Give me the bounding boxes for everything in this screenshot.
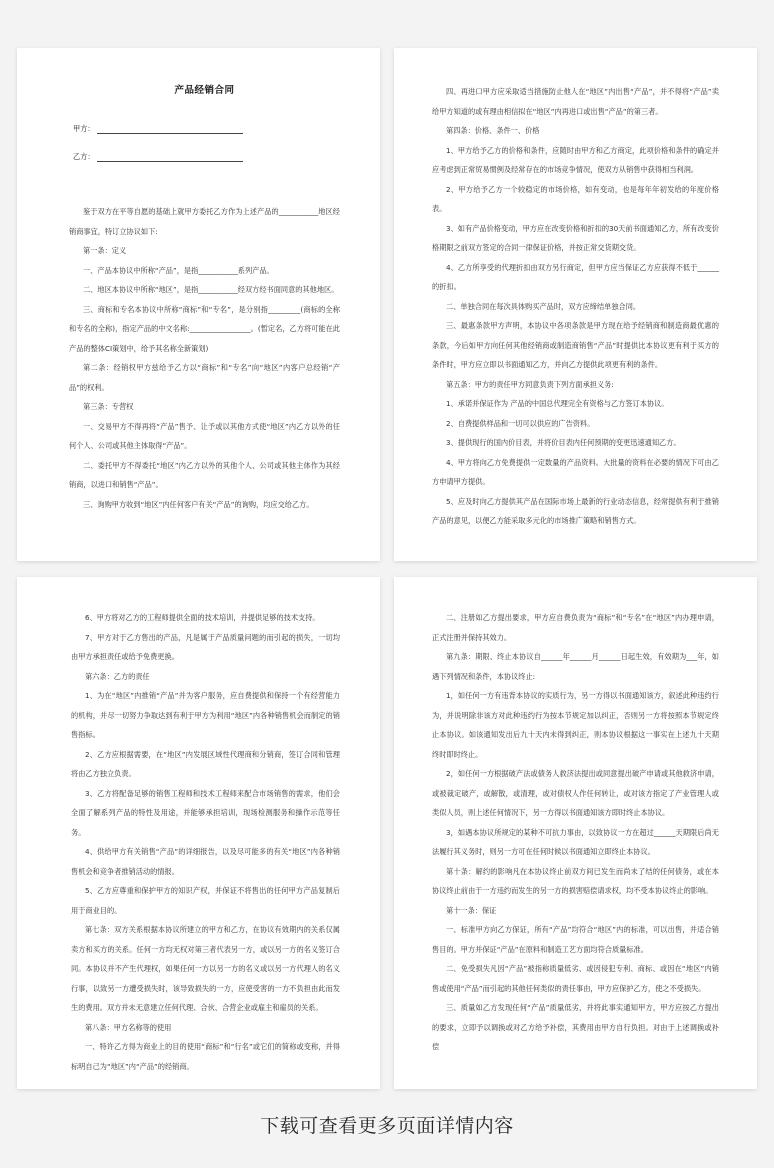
- contract-paragraph: 一、特许乙方得为商业上的目的使用“商标”和“行名”或它们的简称或变称，并得标明自己为“地区”内“产品”的经销商。: [71, 1042, 340, 1071]
- contract-paragraph: 1、为在“地区”内推销“产品”并为客户服务，应自费提供和保持一个有经营能力的机构，并尽一切努力争取达到有利于甲方为利用“地区”内各种销售机会而制定的销售指标。: [71, 691, 340, 739]
- contract-paragraph: 二、注册如乙方提出要求，甲方应自费负责为“商标”和“专名”在“地区”内办理申请，正式注册并保持其效力。: [432, 613, 719, 642]
- page-4-body: [432, 608, 719, 1057]
- contract-paragraph: 4、甲方将向乙方免费提供一定数量的产品资料。大批量的资料在必要的情况下可由乙方申请甲方提供。: [432, 457, 719, 486]
- page-2-body: [432, 82, 719, 531]
- contract-paragraph: 6、甲方将对乙方的工程师提供全面的技术培训，并提供足够的技术支持。: [85, 613, 320, 622]
- contract-paragraph: 4、乙方所享受的代理折扣由双方另行商定，但甲方应当保证乙方应获得不低于______的折扣。: [432, 262, 719, 291]
- contract-paragraph: 第一条：定义: [83, 246, 127, 255]
- contract-paragraph: 鉴于双方在平等自愿的基础上就甲方委托乙方作为上述产品的___________地区经销商事宜，特订立协议如下:: [69, 207, 340, 236]
- download-more-notice[interactable]: 下载可查看更多页面详情内容: [260, 1115, 514, 1137]
- party-a-label: 甲方：: [73, 124, 95, 133]
- contract-paragraph: 第九条：期限、终止本协议自______年______月______日起生效，有效期为___年，如遇下列情况和条件，本协议终止:: [432, 652, 719, 681]
- party-a-field: [73, 124, 340, 134]
- contract-paragraph: 3、乙方将配备足够的销售工程师和技术工程师来配合市场销售的需求，他们会全面了解系列产品的特性及用途，并能够承担培训，现场检测服务和操作示范等任务。: [71, 788, 340, 837]
- contract-paragraph: 第八条：甲方名称等的使用: [85, 1022, 172, 1032]
- contract-page-1: [17, 48, 380, 561]
- contract-paragraph: 第十一条：保证: [446, 905, 497, 915]
- contract-paragraph: 第五条：甲方的责任甲方同意负责下列方面承担义务:: [446, 379, 614, 389]
- contract-paragraph: 第十条：解约的影响凡在本协议终止前双方间已发生而尚未了结的任何债务，或在本协议终止前由于一方违约而发生的另一方的损害赔偿请求权，均不受本协议终止的影响。: [432, 866, 719, 895]
- contract-paragraph: 3、如有产品价格变动，甲方应在改变价格和折扣的30天前书面通知乙方，所有改变价格期限之前双方签定的合同一律保证价格，并按正常交货期交货。: [432, 223, 719, 252]
- contract-paragraph: 2、自费提供样品和一切可以供应的广告资料。: [446, 418, 595, 428]
- contract-paragraph: 二、免受损失凡因“产品”被指称质量低劣、或因侵犯专利、商标、或因在“地区”内销售或使用“产品”而引起的其他任何类似的责任事由，甲方应保护乙方，使之不受损失。: [432, 964, 719, 993]
- contract-paragraph: 二、单独合同在每次具体购买产品时，双方应缔结单独合同。: [446, 301, 641, 311]
- contract-paragraph: 二、地区本协议中所称“地区”，是指___________经双方经书面同意的其他地区。: [83, 285, 339, 294]
- party-a-line: [97, 125, 243, 134]
- contract-paragraph: 二、委托甲方不得委托“地区”内乙方以外的其他个人、公司或其他主体作为其经销商，以进口和销售“产品”。: [69, 460, 340, 489]
- contract-paragraph: 一、标准甲方向乙方保证，所有“产品”均符合“地区”内的标准，可以出售，并适合销售目的。甲方并保证“产品”在原料和制造工艺方面均符合质量标准。: [432, 925, 719, 954]
- contract-paragraph: 第二条：经销权甲方兹给予乙方以“商标”和“专名”向“地区”内客户总经销“产品”的权利。: [69, 363, 340, 392]
- contract-paragraph: 1，如任何一方有违背本协议的实质行为，另一方得以书面通知该方，叙述此种违约行为，并说明除非该方对此种违约行为按本节规定加以纠正，否则另一方将按照本节规定终止本协议。如该通知发出后九十天内未得到纠正，则本协议根据这一事实在上述九十天期终时即时终止。: [432, 691, 719, 759]
- contract-paragraph: 2，如任何一方根据破产法或债务人救济法提出或同意提出破产申请或其他救济申请，或被裁定破产，或解散，或清理，或对债权人作任何转让，或对该方指定了产业管理人或类似人员，则上述任何情况下，另一方得以书面通知该方即时终止本协议。: [432, 769, 719, 817]
- contract-paragraph: 第七条：双方关系根据本协议所建立的甲方和乙方，在协议有效期内的关系仅属卖方和买方的关系。任何一方均无权对第三者代表另一方，或以另一方的名义签订合同。本协议并不产生代理权，如果任何一方以另一方的名义或以另一方代理人的名义行事，以致另一方遭受损失时，该导致损失的一方，应使受害的一方不负担由此而发生的费用。双方并未无意建立任何代理、合伙、合营企业或雇主和雇员的关系。: [71, 925, 340, 1012]
- contract-page-2: [394, 48, 757, 561]
- contract-paragraph: 5、乙方应尊重和保护甲方的知识产权，并保证不将售出的任何甲方产品复制后用于商业目的。: [71, 886, 340, 915]
- contract-paragraph: 三、商标和专名本协议中所称“商标”和“专名”，是分别指_________(商标的全称和专名的全称)，指定产品的中文名称:_________________。(暂定名，乙方将可能在此产品的整体CI策划中，给予其名称全新策划): [69, 304, 340, 353]
- page-3-body: [71, 608, 340, 1076]
- contract-paragraph: 7、甲方对于乙方售出的产品，凡是属于产品质量问题的而引起的损失，一切均由甲方承担责任或给予免费更换。: [71, 632, 340, 661]
- contract-paragraph: 三、最惠条款甲方声明，本协议中各项条款是甲方现在给予经销商和制造商最优惠的条款，今后如甲方向任何其他经销商或制造商销售“产品”时提供比本协议更有利于买方的条件时，甲方应立即以书面通知乙方，并向乙方提供此项更有利的条件。: [432, 321, 719, 369]
- contract-paragraph: 四、再进口甲方应采取适当措施防止他人在“地区”内出售“产品”，并不得将“产品”卖给甲方知道的或有理由相信拟在“地区”内再进口或出售“产品”的第三者。: [432, 87, 719, 116]
- contract-page-3: [17, 577, 380, 1089]
- contract-title: 产品经销合同: [174, 85, 235, 96]
- contract-paragraph: 2、乙方应根据需要，在“地区”内发展区域性代理商和分销商，签订合同和管理将由乙方独立负责。: [71, 749, 340, 778]
- party-b-line: [97, 153, 243, 162]
- party-b-field: [73, 152, 340, 162]
- contract-paragraph: 3、提供现行的国内价目表，并将价目表内任何预期的变更迅速通知乙方。: [446, 438, 681, 447]
- contract-paragraph: 三、质量如乙方发现任何“产品”质量低劣，并将此事实通知甲方，甲方应按乙方提出的要求，立即予以调换或对乙方给予补偿，其费用由甲方自行负担。对由于上述调换或补偿: [432, 1003, 719, 1051]
- contract-paragraph: 4、供给甲方有关销售“产品”的详细报告，以及尽可能多的有关“地区”内各种销售机会和竞争者推销活动的情报。: [71, 847, 340, 876]
- contract-paragraph: 1、承诺并保证作为 产品的中国总代理完全有资格与乙方签订本协议。: [446, 399, 669, 408]
- contract-paragraph: 第三条：专营权: [83, 402, 134, 411]
- party-b-label: 乙方：: [73, 152, 95, 161]
- contract-paragraph: 三、询购甲方收到“地区”内任何客户有关“产品”的询购，均应交给乙方。: [83, 499, 314, 509]
- contract-paragraph: 第六条：乙方的责任: [85, 671, 150, 681]
- contract-paragraph: 5、应及时向乙方提供其产品在国际市场上最新的行业动态信息，经常提供有利于推销产品的意见，以便乙方能采取多元化的市场推广策略和销售方式。: [432, 496, 719, 525]
- contract-paragraph: 1、甲方给予乙方的价格和条件，应随时由甲方和乙方商定，此项价格和条件的确定并应考虑到正常贸易惯例及经常存在的市场竞争情况，使双方从销售中获得相当利润。: [432, 145, 719, 174]
- contract-paragraph: 2、甲方给予乙方一个较稳定的市场价格，如有变动，也是每年年初发给的年度价格表。: [432, 184, 719, 213]
- contract-paragraph: 一、交易甲方不得再将“产品”售予、让予或以其他方式使“地区”内乙方以外的任何个人、公司或其他主体取得“产品”。: [69, 421, 340, 450]
- contract-page-4: [394, 577, 757, 1089]
- contract-paragraph: 3，如遇本协议所规定的某种不可抗力事由，以致协议一方在超过______天期限后尚无法履行其义务时，则另一方可在任何时候以书面通知立即终止本协议。: [432, 827, 719, 856]
- contract-paragraph: 第四条：价格、条件一、价格: [446, 126, 540, 135]
- page-1-body: [69, 202, 340, 514]
- contract-paragraph: 一、产品本协议中所称“产品”，是指___________系列产品。: [83, 265, 274, 275]
